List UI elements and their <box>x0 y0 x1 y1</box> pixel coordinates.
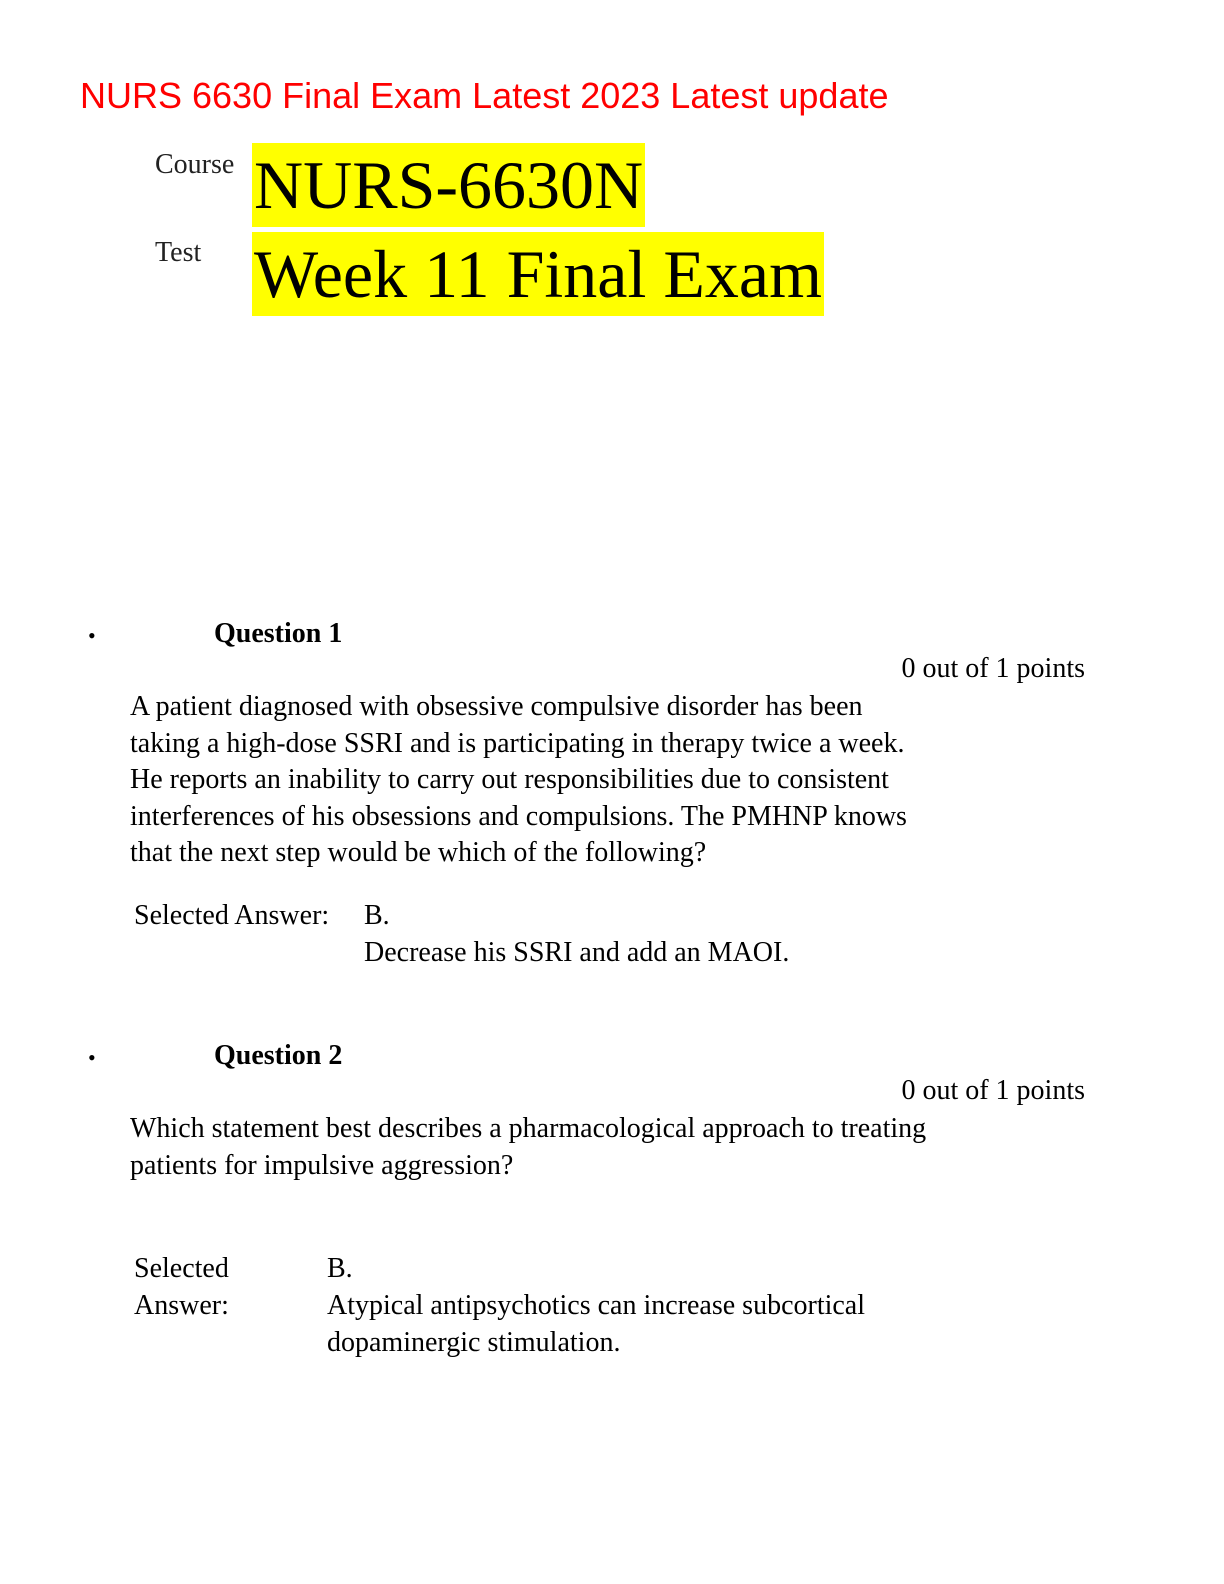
selected-answer-text-line: dopaminergic stimulation. <box>327 1326 621 1358</box>
question-text-line: taking a high-dose SSRI and is participating in therapy twice a week. <box>130 727 905 759</box>
question-title: Question 2 <box>214 1040 343 1071</box>
selected-answer-label-line: Answer: <box>134 1289 229 1321</box>
question-text <box>130 689 907 872</box>
selected-answer-text: Decrease his SSRI and add an MAOI. <box>364 937 790 968</box>
selected-answer-label: Selected Answer: <box>134 900 330 931</box>
question-text-line: He reports an inability to carry out responsibilities due to consistent <box>130 764 889 796</box>
question-text-line: interferences of his obsessions and compulsions. The PMHNP knows <box>130 800 907 832</box>
bullet-icon: • <box>88 1045 96 1070</box>
selected-answer-label <box>134 1251 229 1324</box>
test-value: Week 11 Final Exam <box>252 232 824 316</box>
course-label: Course <box>155 149 235 180</box>
selected-answer-letter: B. <box>327 1253 353 1284</box>
question-title: Question 1 <box>214 618 343 649</box>
document-title: NURS 6630 Final Exam Latest 2023 Latest update <box>80 75 889 116</box>
test-label: Test <box>155 237 202 268</box>
question-points: 0 out of 1 points <box>901 1075 1085 1106</box>
question-text-line: patients for impulsive aggression? <box>130 1149 514 1181</box>
selected-answer-letter: B. <box>364 900 390 931</box>
question-text-line: Which statement best describes a pharmacological approach to treating <box>130 1113 927 1144</box>
selected-answer-label-line: Selected <box>134 1253 229 1284</box>
question-points: 0 out of 1 points <box>901 653 1085 684</box>
question-text-line: A patient diagnosed with obsessive compulsive disorder has been <box>130 691 863 722</box>
selected-answer-text-line: Atypical antipsychotics can increase subcortical <box>327 1290 866 1321</box>
selected-answer-text <box>327 1288 865 1361</box>
bullet-icon: • <box>88 623 96 648</box>
course-value: NURS-6630N <box>252 143 645 227</box>
question-text <box>130 1111 926 1184</box>
question-text-line: that the next step would be which of the following? <box>130 837 707 869</box>
